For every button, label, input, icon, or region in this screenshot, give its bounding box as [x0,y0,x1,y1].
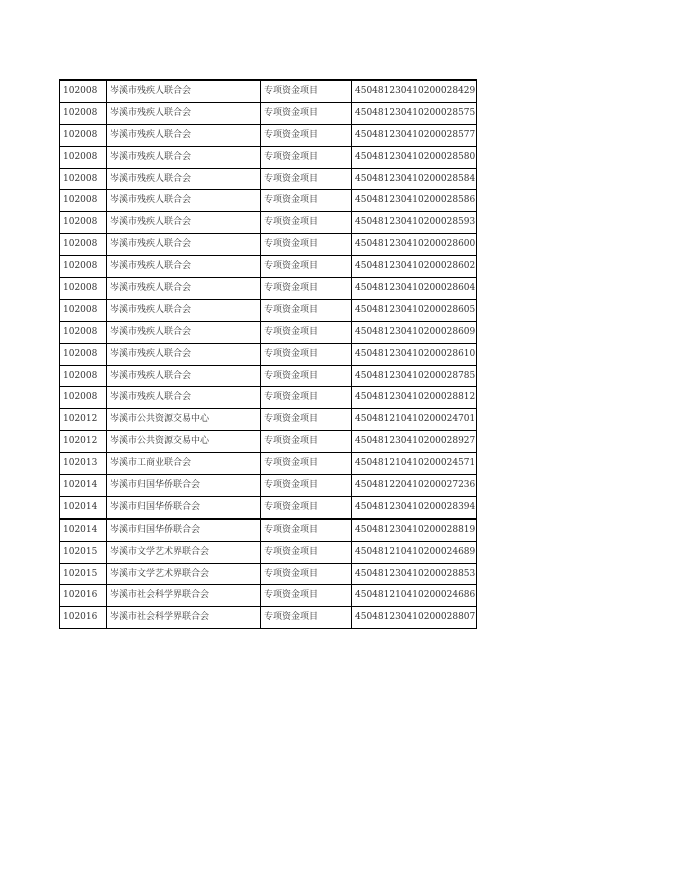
unit-name-cell: 岑溪市文学艺术界联合会 [107,541,261,563]
table-row [60,234,477,256]
project-type-cell: 专项资金项目 [261,365,352,387]
project-type-cell: 专项资金项目 [261,453,352,475]
unit-code-cell: 102008 [60,190,107,212]
spreadsheet-table [59,79,477,629]
project-type-cell: 专项资金项目 [261,585,352,607]
unit-code-cell: 102008 [60,365,107,387]
table-row [60,431,477,453]
unit-code-cell: 102016 [60,607,107,629]
table-row [60,146,477,168]
unit-code-cell: 102014 [60,496,107,518]
project-id-cell: 450481230410200028580 [352,146,477,168]
unit-code-cell: 102008 [60,299,107,321]
project-id-cell: 450481230410200028429 [352,80,477,102]
unit-name-cell: 岑溪市残疾人联合会 [107,365,261,387]
unit-name-cell: 岑溪市残疾人联合会 [107,299,261,321]
unit-code-cell: 102012 [60,409,107,431]
unit-code-cell: 102008 [60,256,107,278]
project-id-cell: 450481230410200028575 [352,102,477,124]
unit-name-cell: 岑溪市社会科学界联合会 [107,607,261,629]
unit-name-cell: 岑溪市残疾人联合会 [107,343,261,365]
project-id-cell: 450481230410200028394 [352,496,477,518]
project-id-cell: 450481230410200028927 [352,431,477,453]
unit-name-cell: 岑溪市工商业联合会 [107,453,261,475]
project-id-cell: 450481220410200027236 [352,475,477,497]
table-row [60,321,477,343]
unit-name-cell: 岑溪市残疾人联合会 [107,146,261,168]
table-row [60,190,477,212]
table-row [60,519,477,541]
table-row [60,607,477,629]
project-id-cell: 450481230410200028593 [352,212,477,234]
table-row [60,409,477,431]
table-row [60,475,477,497]
unit-name-cell: 岑溪市归国华侨联合会 [107,496,261,518]
unit-name-cell: 岑溪市残疾人联合会 [107,212,261,234]
unit-name-cell: 岑溪市残疾人联合会 [107,102,261,124]
project-type-cell: 专项资金项目 [261,124,352,146]
project-type-cell: 专项资金项目 [261,256,352,278]
project-type-cell: 专项资金项目 [261,168,352,190]
unit-name-cell: 岑溪市公共资源交易中心 [107,409,261,431]
project-id-cell: 450481210410200024689 [352,541,477,563]
table-row [60,541,477,563]
table-row [60,256,477,278]
project-type-cell: 专项资金项目 [261,80,352,102]
project-id-cell: 450481210410200024686 [352,585,477,607]
unit-name-cell: 岑溪市社会科学界联合会 [107,585,261,607]
project-type-cell: 专项资金项目 [261,607,352,629]
project-id-cell: 450481230410200028609 [352,321,477,343]
unit-name-cell: 岑溪市残疾人联合会 [107,124,261,146]
unit-code-cell: 102008 [60,234,107,256]
project-type-cell: 专项资金项目 [261,475,352,497]
project-type-cell: 专项资金项目 [261,102,352,124]
project-type-cell: 专项资金项目 [261,234,352,256]
project-type-cell: 专项资金项目 [261,278,352,300]
project-id-cell: 450481230410200028812 [352,387,477,409]
unit-name-cell: 岑溪市残疾人联合会 [107,234,261,256]
unit-name-cell: 岑溪市归国华侨联合会 [107,475,261,497]
project-id-cell: 450481210410200024701 [352,409,477,431]
table-row [60,343,477,365]
table-row [60,80,477,102]
project-type-cell: 专项资金项目 [261,409,352,431]
project-id-cell: 450481230410200028604 [352,278,477,300]
table-row [60,278,477,300]
unit-code-cell: 102008 [60,102,107,124]
project-type-cell: 专项资金项目 [261,563,352,585]
unit-name-cell: 岑溪市残疾人联合会 [107,387,261,409]
unit-code-cell: 102008 [60,387,107,409]
table-row [60,299,477,321]
project-id-cell: 450481210410200024571 [352,453,477,475]
table-row [60,365,477,387]
unit-code-cell: 102013 [60,453,107,475]
unit-code-cell: 102008 [60,168,107,190]
unit-name-cell: 岑溪市残疾人联合会 [107,321,261,343]
project-type-cell: 专项资金项目 [261,541,352,563]
unit-name-cell: 岑溪市归国华侨联合会 [107,519,261,541]
project-id-cell: 450481230410200028819 [352,519,477,541]
unit-name-cell: 岑溪市残疾人联合会 [107,80,261,102]
table-body [60,80,477,629]
unit-name-cell: 岑溪市残疾人联合会 [107,256,261,278]
unit-name-cell: 岑溪市残疾人联合会 [107,278,261,300]
unit-code-cell: 102008 [60,146,107,168]
project-type-cell: 专项资金项目 [261,431,352,453]
unit-code-cell: 102015 [60,563,107,585]
project-id-cell: 450481230410200028602 [352,256,477,278]
project-id-cell: 450481230410200028584 [352,168,477,190]
project-id-cell: 450481230410200028600 [352,234,477,256]
table-row [60,563,477,585]
table-row [60,102,477,124]
project-id-cell: 450481230410200028853 [352,563,477,585]
unit-code-cell: 102012 [60,431,107,453]
project-type-cell: 专项资金项目 [261,212,352,234]
unit-code-cell: 102008 [60,278,107,300]
project-id-cell: 450481230410200028610 [352,343,477,365]
project-id-cell: 450481230410200028577 [352,124,477,146]
unit-code-cell: 102008 [60,212,107,234]
project-type-cell: 专项资金项目 [261,387,352,409]
project-type-cell: 专项资金项目 [261,496,352,518]
unit-name-cell: 岑溪市残疾人联合会 [107,168,261,190]
table-row [60,453,477,475]
project-type-cell: 专项资金项目 [261,299,352,321]
unit-code-cell: 102014 [60,519,107,541]
unit-name-cell: 岑溪市残疾人联合会 [107,190,261,212]
table-row [60,585,477,607]
unit-code-cell: 102008 [60,80,107,102]
project-type-cell: 专项资金项目 [261,343,352,365]
table-row [60,124,477,146]
project-id-cell: 450481230410200028586 [352,190,477,212]
table-row [60,387,477,409]
project-type-cell: 专项资金项目 [261,519,352,541]
table-row [60,168,477,190]
project-type-cell: 专项资金项目 [261,321,352,343]
unit-code-cell: 102008 [60,343,107,365]
table-row [60,212,477,234]
unit-code-cell: 102008 [60,124,107,146]
project-id-cell: 450481230410200028807 [352,607,477,629]
unit-code-cell: 102015 [60,541,107,563]
unit-code-cell: 102014 [60,475,107,497]
unit-code-cell: 102016 [60,585,107,607]
table-row [60,496,477,518]
project-id-cell: 450481230410200028605 [352,299,477,321]
unit-code-cell: 102008 [60,321,107,343]
unit-name-cell: 岑溪市文学艺术界联合会 [107,563,261,585]
project-type-cell: 专项资金项目 [261,190,352,212]
project-type-cell: 专项资金项目 [261,146,352,168]
unit-name-cell: 岑溪市公共资源交易中心 [107,431,261,453]
project-id-cell: 450481230410200028785 [352,365,477,387]
